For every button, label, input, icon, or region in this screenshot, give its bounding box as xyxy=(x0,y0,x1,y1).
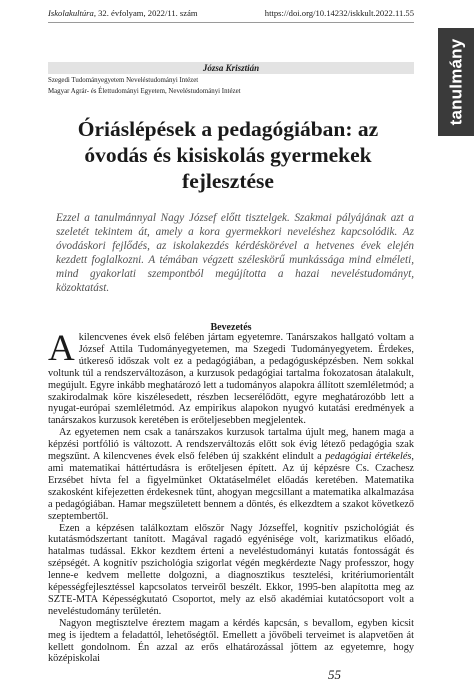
page-number: 55 xyxy=(328,667,341,682)
abstract: Ezzel a tanulmánnyal Nagy József előtt tisztelgek. Szakmai pályájának azt a szeletét tekintem át, amely a kora gyermekkori neveléshez kapcsolódik. Az óvodáskori fejlődés, az iskolakezdés kérdéskörével a hetvenes évek elején kezdett foglalkozni. A témában végzett széleskörű munkássága mind elméleti, mind gyakorlati szempontból megújította a hazai neveléstudományt, közoktatást. xyxy=(56,212,414,294)
drop-cap: A xyxy=(48,328,75,369)
paragraph-4: Nagyon megtisztelve éreztem magam a kérdés kapcsán, s bevallom, egyben kicsit meg is ijedtem a feladattól, lehetőségtől. Emellett a jövőbeli terveimet is alapvetően át kellett gondolnom. Én azzal az erős elhatározással jöttem az egyetemre, hogy középiskolai xyxy=(48,617,414,665)
affiliation-2: Magyar Agrár- és Élettudományi Egyetem, Neveléstudományi Intézet xyxy=(48,88,241,95)
section-tab-label: tanulmány xyxy=(446,38,466,126)
journal-citation xyxy=(48,8,198,18)
paragraph-2-emphasis: pedagógiai értékelés xyxy=(325,451,412,463)
paragraph-1-text: kilencvenes évek első felében jártam egyetemre. Tanárszakos hallgató voltam a József Attila Tudományegyetemen, ma Szegedi Tudományegyetem. Érdekes, útkereső időszak volt ez a pedagógiában, a pedagógusképzésben. Nem sokkal voltunk túl a rendszerváltozáson, a kurzusok pedagógiai tartalma fokozatosan átalakult, megújult. Egyre inkább meghatározó lett a tudományos alapokra állított szemléletmód; a szakirodalmak köre kiszélesedett, részben lecserélődött, egyre meghatározóbb lett a nyugat-európai szemléletmód. Az empirikus alapokon nyugvó kutatási eredmények a tanárszakos kurzusok keretében is erőteljesebben megjelentek. xyxy=(48,332,414,427)
doi-link[interactable]: https://doi.org/10.14232/iskkult.2022.11.55 xyxy=(264,8,414,18)
section-heading: Bevezetés xyxy=(210,322,252,333)
paragraph-1 xyxy=(48,328,414,427)
paragraph-3: Ezen a képzésen találkoztam először Nagy Józseffel, kognitív pszichológiát és kutatásmódszertant tanított. Magával ragadó egyénisége volt, karizmatikus előadó, hatalmas tudással. Ekkor kezdtem érteni a neveléstudományi kutatás fontosságát és szépségét. A kognitív pszichológia szigorlat végén megkérdezte Nagy professzor, hogy lenne-e kedvem mellette dolgozni, a diagnosztikus tesztelési, kritériumorientált képességfejlesztéssel kapcsolatos terveiről beszélt. Ekkor, 1995-ben alapította meg az SZTE-MTA Képességkutató Csoportot, mely az első akadémiai kutatócsoport volt a neveléstudomány területén. xyxy=(48,522,414,617)
journal-name: Iskolakultúra xyxy=(48,8,94,18)
paragraph-2-text-a: Az egyetemen nem csak a tanárszakos kurzusok tartalma újult meg, hanem maga a képzési portfólió is változott. A rendszerváltozás előtt sok évig létező pedagógia szak megszűnt. A kilencvenes évek első felében új szakként elindult a xyxy=(48,427,414,463)
paragraph-2 xyxy=(48,427,414,522)
paragraph-2-text-b: , ami matematikai háttértudásra is erőteljesen épített. Az új képzésre Cs. Czachesz Erzsébet hívta fel a figyelmünket Oktatáselmélet előadás keretében. Matematika szakosként kifejezetten érdekesnek tűnt, ahogyan megcsillant a matematika alkalmazása a pedagógiában. Hamar megszületett bennem a döntés, és elkezdtem a szakot következő szeptembertől. xyxy=(48,451,414,522)
running-header xyxy=(48,8,414,18)
article-title: Óriáslépések a pedagógiában: az óvodás és kisiskolás gyermekek fejlesztése xyxy=(77,117,379,193)
journal-volume-issue: , 32. évfolyam, 2022/11. szám xyxy=(93,8,198,18)
affiliation-1: Szegedi Tudományegyetem Neveléstudományi Intézet xyxy=(48,77,199,84)
author-name: Józsa Krisztián xyxy=(48,62,414,74)
article-body xyxy=(48,328,414,665)
header-rule xyxy=(48,22,414,23)
section-tab xyxy=(438,28,474,136)
